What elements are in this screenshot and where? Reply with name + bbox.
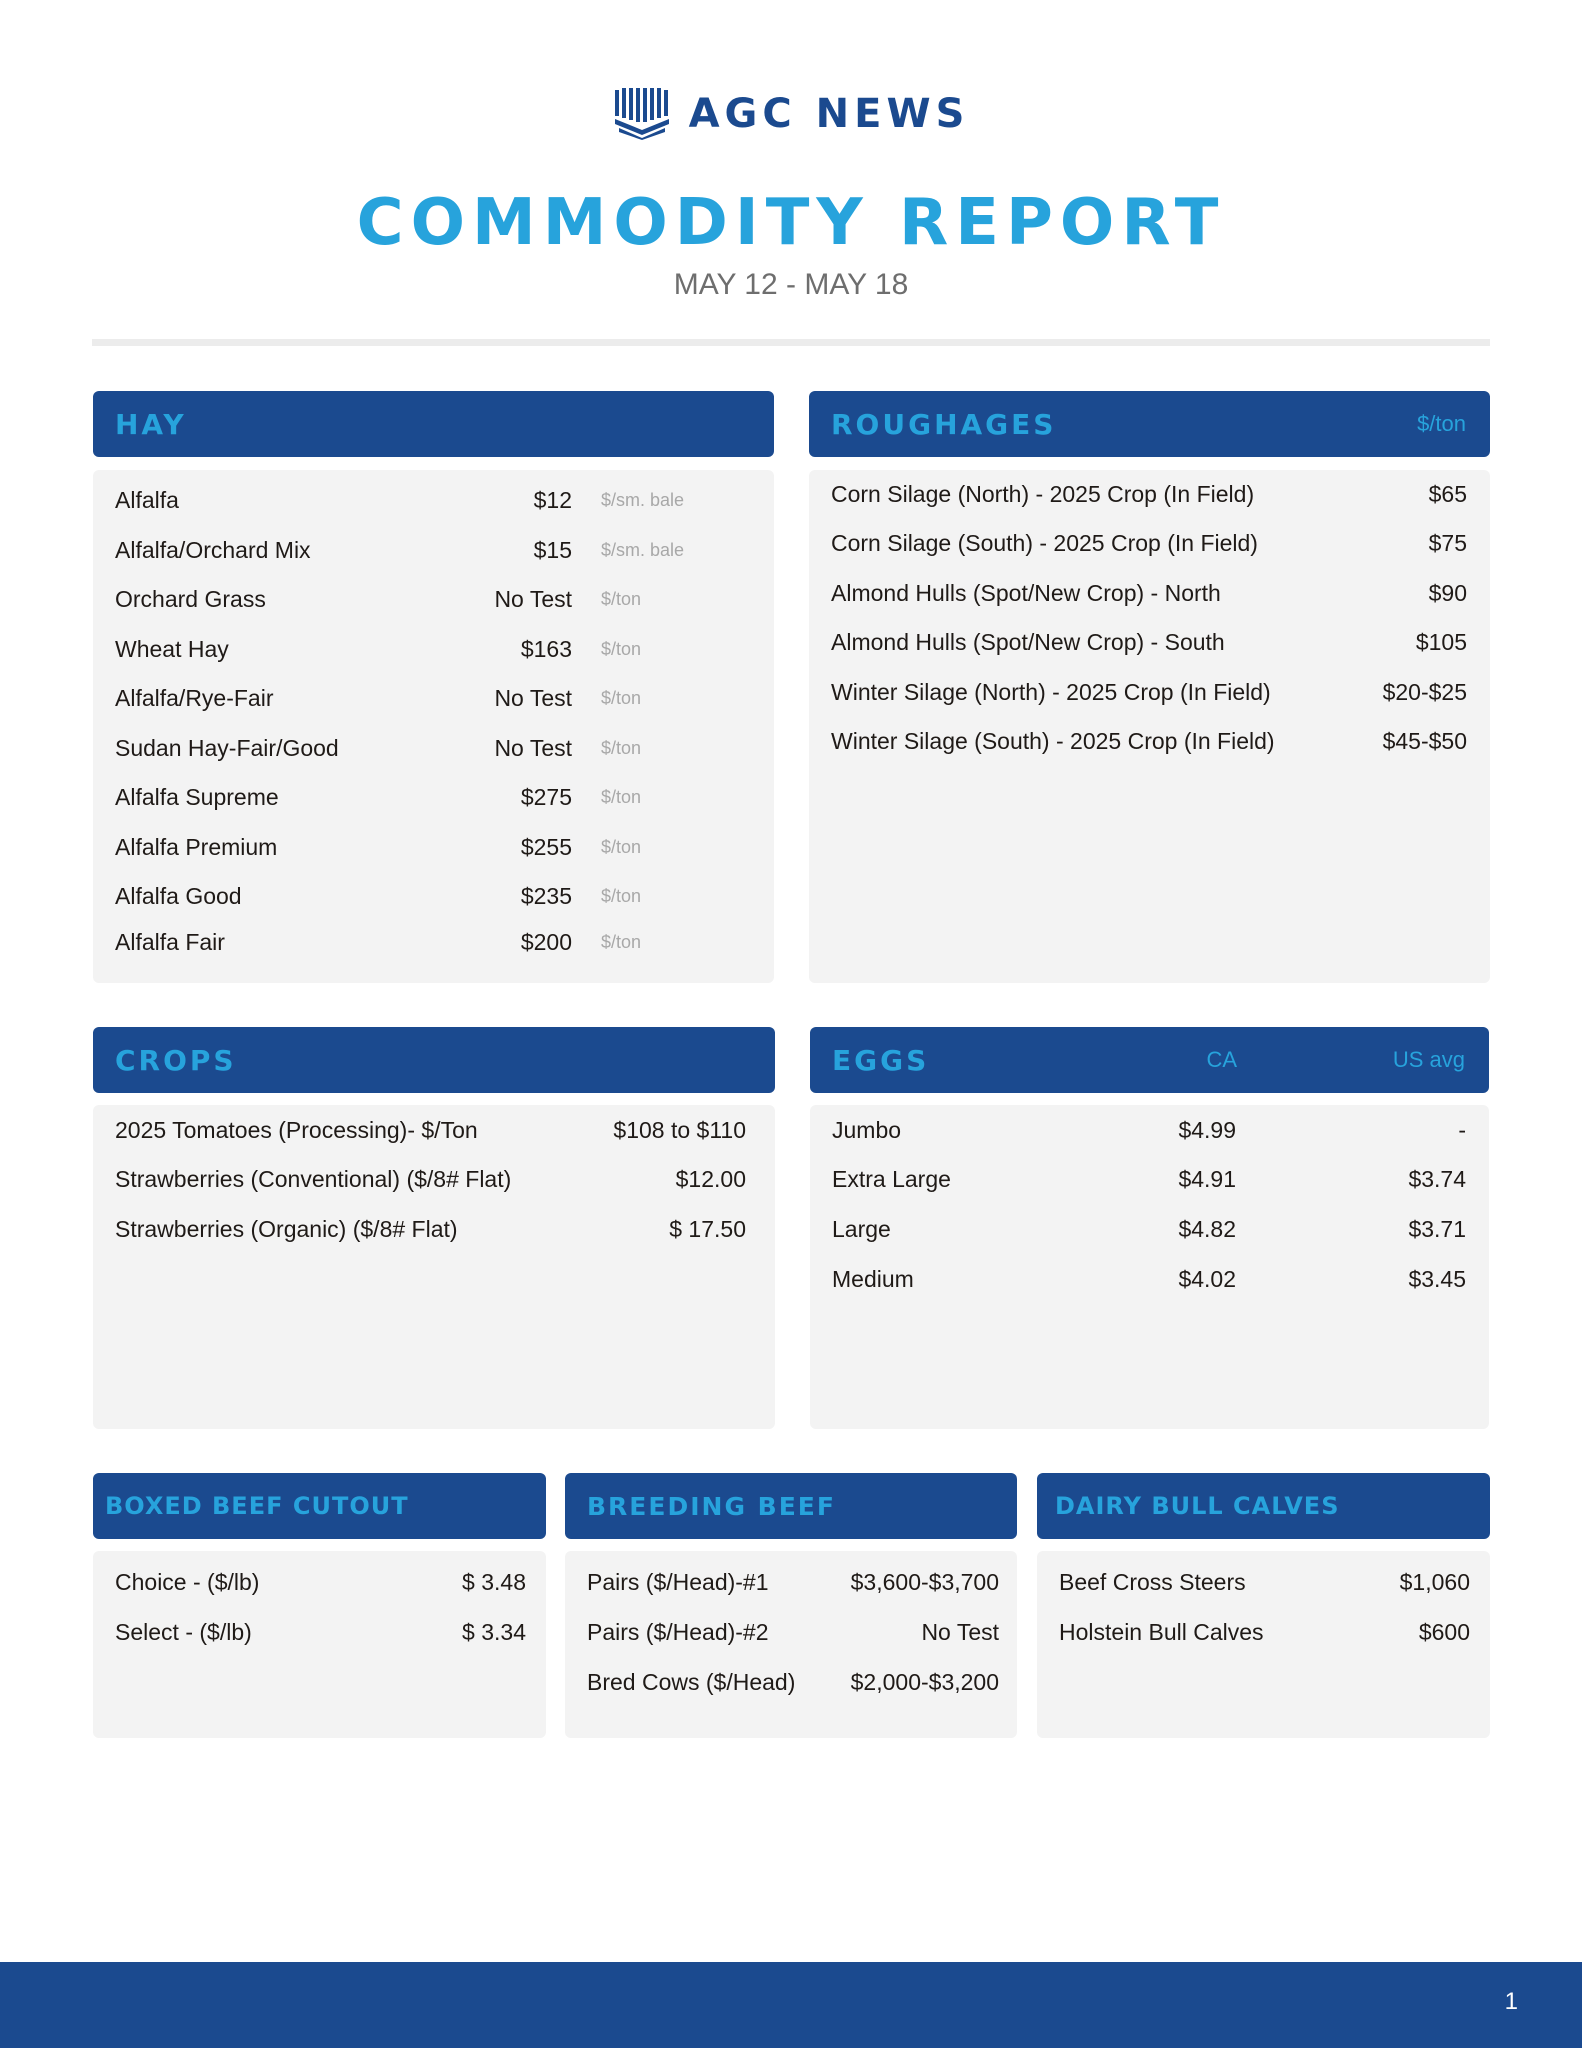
hay-title: HAY — [115, 407, 187, 441]
row-price: $2,000-$3,200 — [850, 1669, 999, 1695]
row-price: $ 17.50 — [669, 1216, 746, 1242]
row-price: No Test — [494, 685, 572, 711]
row-label: Alfalfa Premium — [115, 834, 278, 860]
row-ca-price: $4.91 — [1178, 1166, 1236, 1192]
table-row — [809, 672, 1490, 712]
boxed-beef-header — [93, 1473, 546, 1539]
table-row — [565, 1662, 1017, 1702]
page-footer — [0, 1962, 1582, 2048]
row-price: $163 — [520, 636, 572, 662]
roughages-header — [809, 391, 1490, 457]
table-row — [93, 579, 774, 619]
table-row — [93, 728, 774, 768]
row-label: Strawberries (Organic) ($/8# Flat) — [115, 1216, 458, 1242]
table-row — [93, 922, 774, 962]
row-label: Bred Cows ($/Head) — [587, 1669, 796, 1695]
row-label: Alfalfa Supreme — [115, 784, 279, 810]
table-row — [809, 523, 1490, 563]
row-label: Alfalfa Fair — [115, 929, 225, 955]
brand-logo — [0, 88, 1582, 140]
row-label: Alfalfa Good — [115, 883, 242, 909]
row-unit: $/sm. bale — [601, 540, 685, 560]
row-price: $105 — [1415, 629, 1467, 655]
table-row — [565, 1612, 1017, 1652]
row-price: $75 — [1428, 530, 1467, 556]
dairy-bull-header — [1037, 1473, 1490, 1539]
row-label: Alfalfa/Rye-Fair — [115, 685, 274, 711]
row-ca-price: $4.02 — [1178, 1266, 1236, 1292]
row-label: Sudan Hay-Fair/Good — [115, 735, 339, 761]
row-unit: $/ton — [601, 787, 642, 807]
row-us-price: $3.45 — [1408, 1266, 1466, 1292]
crops-header — [93, 1027, 775, 1093]
row-price: $235 — [520, 883, 572, 909]
row-label: Select - ($/lb) — [115, 1619, 252, 1645]
table-row — [93, 629, 774, 669]
row-label: Extra Large — [832, 1166, 951, 1192]
crops-title: CROPS — [115, 1043, 237, 1077]
row-label: Alfalfa/Orchard Mix — [115, 537, 311, 563]
row-price: $12 — [533, 487, 572, 513]
row-price: $275 — [520, 784, 572, 810]
header-divider — [92, 339, 1490, 346]
row-label: Choice - ($/lb) — [115, 1569, 260, 1595]
row-unit: $/ton — [601, 886, 642, 906]
breeding-beef-header — [565, 1473, 1017, 1539]
eggs-header — [810, 1027, 1489, 1093]
row-label: 2025 Tomatoes (Processing)- $/Ton — [115, 1117, 478, 1143]
table-row — [809, 622, 1490, 662]
roughages-unit: $/ton — [1417, 411, 1466, 436]
wheat-logo-icon — [613, 88, 671, 140]
row-price: $108 to $110 — [613, 1117, 746, 1143]
row-label: Alfalfa — [115, 487, 179, 513]
breeding-beef-panel — [565, 1551, 1017, 1738]
row-label: Orchard Grass — [115, 586, 266, 612]
table-row — [809, 573, 1490, 613]
row-ca-price: $4.99 — [1178, 1117, 1236, 1143]
row-price: $3,600-$3,700 — [850, 1569, 999, 1595]
row-label: Beef Cross Steers — [1059, 1569, 1246, 1595]
row-price: $90 — [1428, 580, 1467, 606]
row-label: Holstein Bull Calves — [1059, 1619, 1264, 1645]
row-label: Pairs ($/Head)-#2 — [587, 1619, 769, 1645]
table-row — [810, 1159, 1489, 1199]
row-price: $255 — [520, 834, 572, 860]
row-price: $ 3.34 — [462, 1619, 526, 1645]
dairy-bull-panel — [1037, 1551, 1490, 1738]
row-label: Large — [832, 1216, 891, 1242]
row-price: $65 — [1428, 481, 1467, 507]
row-price: $600 — [1418, 1619, 1470, 1645]
table-row — [810, 1259, 1489, 1299]
row-unit: $/ton — [601, 837, 642, 857]
breeding-beef-title: BREEDING BEEF — [587, 1491, 836, 1521]
row-price: No Test — [921, 1619, 999, 1645]
row-unit: $/ton — [601, 639, 642, 659]
table-row — [810, 1110, 1489, 1150]
row-price: $45-$50 — [1382, 728, 1467, 754]
table-row — [93, 1562, 546, 1602]
roughages-title: ROUGHAGES — [831, 407, 1057, 441]
row-us-price: $3.71 — [1408, 1216, 1466, 1242]
row-price: $200 — [520, 929, 572, 955]
table-row — [809, 721, 1490, 761]
row-label: Winter Silage (North) - 2025 Crop (In Field) — [831, 679, 1271, 705]
hay-panel — [93, 470, 774, 983]
row-price: No Test — [494, 586, 572, 612]
row-label: Wheat Hay — [115, 636, 229, 662]
row-unit: $/ton — [601, 589, 642, 609]
table-row — [93, 480, 774, 520]
row-price: $ 3.48 — [462, 1569, 526, 1595]
row-label: Medium — [832, 1266, 914, 1292]
table-row — [93, 530, 774, 570]
table-row — [93, 1159, 775, 1199]
row-label: Almond Hulls (Spot/New Crop) - South — [831, 629, 1225, 655]
table-row — [1037, 1562, 1490, 1602]
row-us-price: $3.74 — [1408, 1166, 1466, 1192]
table-row — [93, 678, 774, 718]
table-row — [93, 876, 774, 916]
row-label: Almond Hulls (Spot/New Crop) - North — [831, 580, 1221, 606]
row-unit: $/sm. bale — [601, 490, 685, 510]
table-row — [93, 1612, 546, 1652]
table-row — [810, 1209, 1489, 1249]
eggs-panel — [810, 1105, 1489, 1429]
row-label: Strawberries (Conventional) ($/8# Flat) — [115, 1166, 512, 1192]
dairy-bull-title: DAIRY BULL CALVES — [1055, 1492, 1340, 1520]
hay-header — [93, 391, 774, 457]
table-row — [93, 777, 774, 817]
row-unit: $/ton — [601, 688, 642, 708]
report-dates: MAY 12 - MAY 18 — [673, 268, 909, 301]
row-unit: $/ton — [601, 932, 642, 952]
table-row — [1037, 1612, 1490, 1652]
brand-name: AGC NEWS — [688, 91, 970, 137]
row-label: Jumbo — [832, 1117, 902, 1143]
table-row — [809, 474, 1490, 514]
row-label: Pairs ($/Head)-#1 — [587, 1569, 769, 1595]
eggs-col-us: US avg — [1392, 1047, 1465, 1072]
eggs-col-ca: CA — [1206, 1047, 1237, 1072]
row-price: No Test — [494, 735, 572, 761]
row-label: Winter Silage (South) - 2025 Crop (In Field) — [831, 728, 1275, 754]
row-label: Corn Silage (North) - 2025 Crop (In Field) — [831, 481, 1255, 507]
crops-panel — [93, 1105, 775, 1429]
row-unit: $/ton — [601, 738, 642, 758]
boxed-beef-panel — [93, 1551, 546, 1738]
table-row — [93, 1110, 775, 1150]
row-price: $20-$25 — [1382, 679, 1467, 705]
page-title: COMMODITY REPORT — [356, 186, 1226, 260]
table-row — [565, 1562, 1017, 1602]
row-price: $1,060 — [1399, 1569, 1470, 1595]
table-row — [93, 827, 774, 867]
eggs-title: EGGS — [832, 1043, 930, 1077]
roughages-panel — [809, 470, 1490, 983]
row-us-price: - — [1458, 1117, 1466, 1143]
table-row — [93, 1209, 775, 1249]
row-ca-price: $4.82 — [1178, 1216, 1236, 1242]
row-price: $15 — [533, 537, 572, 563]
boxed-beef-title: BOXED BEEF CUTOUT — [105, 1492, 409, 1520]
row-price: $12.00 — [675, 1166, 746, 1192]
row-label: Corn Silage (South) - 2025 Crop (In Field) — [831, 530, 1258, 556]
page-number: 1 — [1504, 1988, 1518, 2015]
